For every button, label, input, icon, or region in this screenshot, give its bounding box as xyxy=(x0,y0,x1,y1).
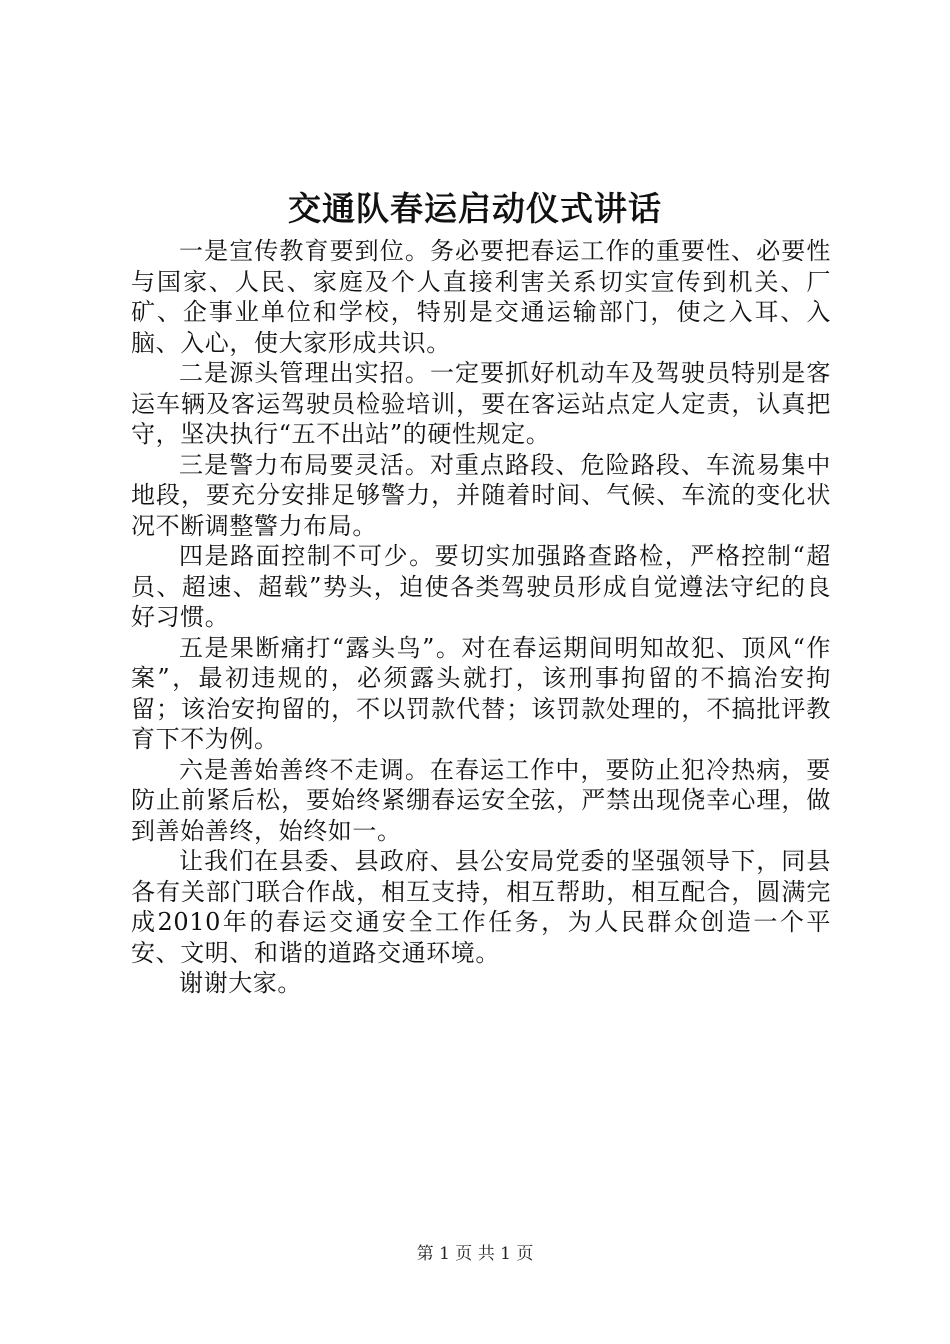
paragraph-enforcement: 五是果断痛打“露头鸟”。对在春运期间明知故犯、顶风“作案”，最初违规的，必须露头就打，该刑事拘留的不搞治安拘留；该治安拘留的，不以罚款代替；该罚款处理的，不搞批评教育下不为例。 xyxy=(131,633,831,753)
document-body xyxy=(131,236,831,999)
paragraph-publicity: 一是宣传教育要到位。务必要把春运工作的重要性、必要性与国家、人民、家庭及个人直接利害关系切实宣传到机关、厂矿、企事业单位和学校，特别是交通运输部门，使之入耳、入脑、入心，使大家形成共识。 xyxy=(131,237,831,357)
paragraph-source-management: 二是源头管理出实招。一定要抓好机动车及驾驶员特别是客运车辆及客运驾驶员检验培训，要在客运站点定人定责，认真把守，坚决执行“五不出站”的硬性规定。 xyxy=(131,359,831,448)
paragraph-closing-call: 让我们在县委、县政府、县公安局党委的坚强领导下，同县各有关部门联合作战，相互支持，相互帮助，相互配合，圆满完成2010年的春运交通安全工作任务，为人民群众创造一个平安、文明、和谐的道路交通环境。 xyxy=(131,847,831,967)
paragraph-police-deployment: 三是警力布局要灵活。对重点路段、危险路段、车流易集中地段，要充分安排足够警力，并随着时间、气候、车流的变化状况不断调整警力布局。 xyxy=(131,450,831,540)
paragraph-thanks: 谢谢大家。 xyxy=(179,969,302,997)
document-title: 交通队春运启动仪式讲话 xyxy=(288,189,662,228)
paragraph-consistency: 六是善始善终不走调。在春运工作中，要防止犯冷热病，要防止前紧后松，要始终紧绷春运安全弦，严禁出现侥幸心理，做到善始善终，始终如一。 xyxy=(131,755,831,845)
page-footer: 第 1 页 共 1 页 xyxy=(416,1244,534,1264)
paragraph-road-control: 四是路面控制不可少。要切实加强路查路检，严格控制“超员、超速、超载”势头，迫使各类驾驶员形成自觉遵法守纪的良好习惯。 xyxy=(131,542,831,631)
